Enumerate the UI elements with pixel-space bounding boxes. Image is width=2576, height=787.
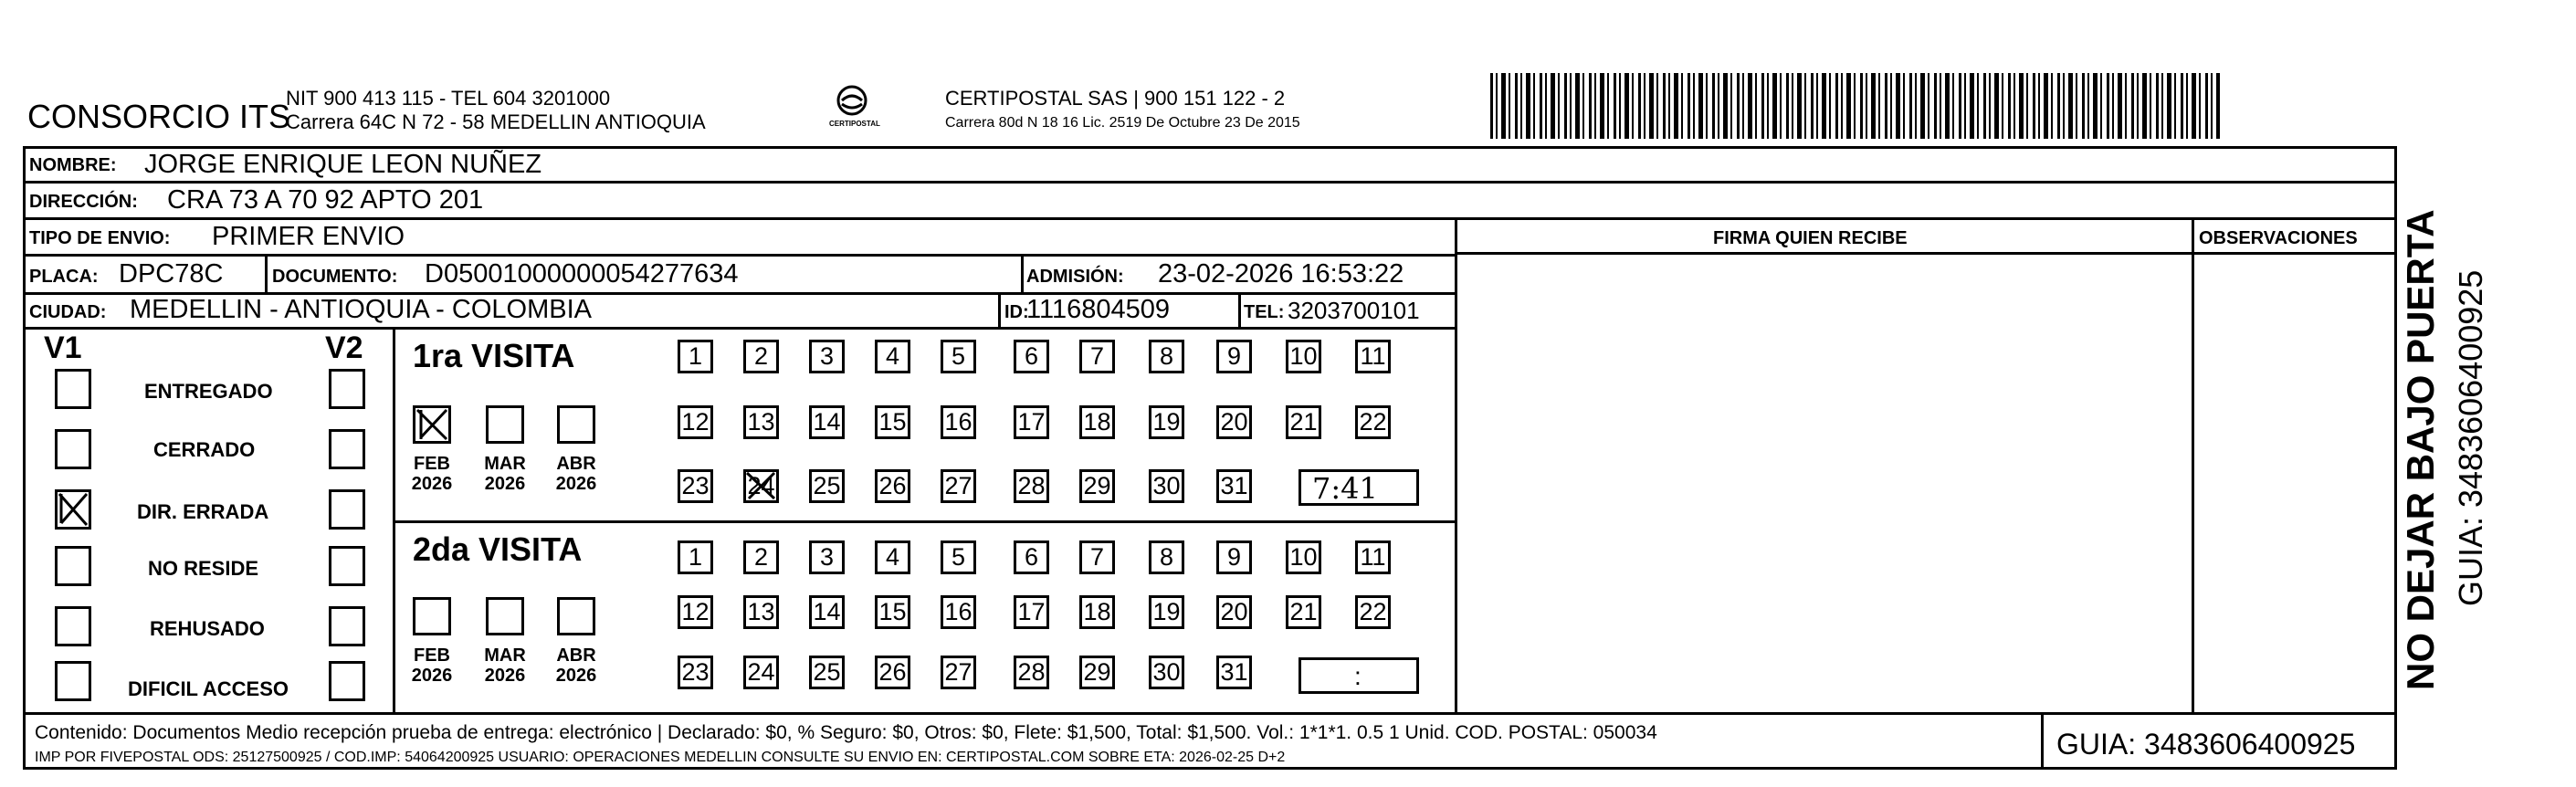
documento-label: DOCUMENTO: [272, 267, 398, 287]
first-visit-day-18[interactable]: 18 [1079, 405, 1115, 439]
checkmark-x-icon [58, 492, 89, 527]
second-visit-month-mar[interactable] [486, 597, 524, 635]
second-visit-day-4[interactable]: 4 [875, 540, 910, 574]
v1-label: V1 [44, 331, 82, 365]
first-visit-month-label-feb: FEB 2026 [411, 454, 453, 494]
first-visit-day-31[interactable]: 31 [1216, 469, 1252, 503]
second-visit-day-3[interactable]: 3 [809, 540, 845, 574]
first-visit-day-20[interactable]: 20 [1216, 405, 1252, 439]
first-visit-title: 1ra VISITA [413, 337, 575, 374]
second-visit-month-feb[interactable] [413, 597, 451, 635]
v2-checkbox-entregado[interactable] [329, 369, 365, 409]
second-visit-day-25[interactable]: 25 [809, 656, 845, 689]
second-visit-day-6[interactable]: 6 [1014, 540, 1049, 574]
second-visit-day-27[interactable]: 27 [941, 656, 976, 689]
second-visit-time-placeholder: : [1354, 662, 1362, 690]
tipo-envio-value: PRIMER ENVIO [212, 222, 405, 251]
second-visit-day-18[interactable]: 18 [1079, 595, 1115, 629]
option-dificil-acceso: DIFICIL ACCESO [128, 677, 289, 700]
first-visit-month-label-mar: MAR 2026 [484, 454, 526, 494]
first-visit-day-25[interactable]: 25 [809, 469, 845, 503]
first-visit-day-10[interactable]: 10 [1286, 340, 1321, 373]
option-cerrado: CERRADO [153, 438, 256, 461]
footer-guia: GUIA: 3483606400925 [2056, 728, 2356, 761]
v2-checkbox-cerrado[interactable] [329, 429, 365, 469]
logo-emblem-icon [829, 84, 875, 121]
second-visit-day-10[interactable]: 10 [1286, 540, 1321, 574]
second-visit-day-12[interactable]: 12 [678, 595, 713, 629]
first-visit-day-23[interactable]: 23 [678, 469, 713, 503]
second-visit-month-label-mar: MAR 2026 [484, 645, 526, 686]
first-visit-month-label-abr: ABR 2026 [555, 454, 597, 494]
nit-line: NIT 900 413 115 - TEL 604 3201000 [286, 87, 611, 110]
second-visit-day-1[interactable]: 1 [678, 540, 713, 574]
second-visit-month-label-feb: FEB 2026 [411, 645, 453, 686]
v2-checkbox-dificil-acceso[interactable] [329, 661, 365, 701]
certipostal-address: Carrera 80d N 18 16 Lic. 2519 De Octubre 23 De 2015 [945, 115, 1300, 131]
admision-value: 23-02-2026 16:53:22 [1158, 259, 1404, 289]
id-value: 1116804509 [1026, 295, 1170, 324]
second-visit-day-2[interactable]: 2 [743, 540, 779, 574]
second-visit-time-box[interactable] [1299, 657, 1419, 694]
first-visit-day-26[interactable]: 26 [875, 469, 910, 503]
admision-label: ADMISIÓN: [1026, 267, 1124, 287]
v1-checkbox-cerrado[interactable] [55, 429, 91, 469]
second-visit-day-19[interactable]: 19 [1149, 595, 1184, 629]
first-visit-day-12[interactable]: 12 [678, 405, 713, 439]
second-visit-day-28[interactable]: 28 [1014, 656, 1049, 689]
company-name: CONSORCIO ITS [27, 98, 291, 135]
ciudad-value: MEDELLIN - ANTIOQUIA - COLOMBIA [130, 295, 592, 324]
second-visit-day-5[interactable]: 5 [941, 540, 976, 574]
first-visit-month-abr[interactable] [557, 405, 595, 444]
barcode [1490, 73, 2220, 139]
first-visit-day-16[interactable]: 16 [941, 405, 976, 439]
placa-value: DPC78C [119, 259, 224, 289]
first-visit-day-3[interactable]: 3 [809, 340, 845, 373]
direccion-value: CRA 73 A 70 92 APTO 201 [167, 185, 484, 215]
option-no-reside: NO RESIDE [148, 557, 259, 580]
option-entregado: ENTREGADO [144, 380, 273, 403]
second-visit-day-13[interactable]: 13 [743, 595, 779, 629]
second-visit-month-label-abr: ABR 2026 [555, 645, 597, 686]
first-visit-day-9[interactable]: 9 [1216, 340, 1252, 373]
footer-imp-line: IMP POR FIVEPOSTAL ODS: 25127500925 / COD.IMP: 54064200925 USUARIO: OPERACIONES MEDELLIN CONSULTE SU ENVIO EN: CERTIPOSTAL.COM SOBRE ETA: 2026-02-25 D+2 [35, 750, 1286, 765]
second-visit-day-14[interactable]: 14 [809, 595, 845, 629]
first-visit-day-24[interactable]: 24 [743, 469, 779, 503]
first-visit-day-22[interactable]: 22 [1355, 405, 1391, 439]
ciudad-label: CIUDAD: [29, 302, 107, 322]
tel-label: TEL: [1244, 302, 1285, 322]
firma-label: FIRMA QUIEN RECIBE [1713, 228, 1908, 248]
first-visit-time-box[interactable] [1299, 469, 1419, 506]
v1-checkbox-no-reside[interactable] [55, 546, 91, 586]
first-visit-day-1[interactable]: 1 [678, 340, 713, 373]
first-visit-month-mar[interactable] [486, 405, 524, 444]
direccion-label: DIRECCIÓN: [29, 192, 138, 212]
second-visit-day-29[interactable]: 29 [1079, 656, 1115, 689]
first-visit-day-5[interactable]: 5 [941, 340, 976, 373]
certipostal-logo [829, 84, 880, 130]
v1-checkbox-dir-errada[interactable] [55, 489, 91, 530]
footer-contenido: Contenido: Documentos Medio recepción prueba de entrega: electrónico | Declarado: $0, % Seguro: $0, Otros: $0, Flete: $1,500, Total: $1,500. Vol.: 1*1*1. 0.5 1 Unid. COD. POSTAL: 050034 [35, 722, 1657, 743]
company-address: Carrera 64C N 72 - 58 MEDELLIN ANTIOQUIA [286, 110, 706, 133]
first-visit-day-6[interactable]: 6 [1014, 340, 1049, 373]
first-visit-day-15[interactable]: 15 [875, 405, 910, 439]
second-visit-day-11[interactable]: 11 [1355, 540, 1391, 574]
first-visit-day-17[interactable]: 17 [1014, 405, 1049, 439]
second-visit-title: 2da VISITA [413, 530, 583, 568]
first-visit-day-11[interactable]: 11 [1355, 340, 1391, 373]
second-visit-day-17[interactable]: 17 [1014, 595, 1049, 629]
logo-caption: CERTIPOSTAL [829, 120, 880, 128]
v1-checkbox-rehusado[interactable] [55, 606, 91, 646]
first-visit-month-feb[interactable] [413, 405, 451, 444]
second-visit-day-26[interactable]: 26 [875, 656, 910, 689]
placa-label: PLACA: [29, 267, 99, 287]
first-visit-day-28[interactable]: 28 [1014, 469, 1049, 503]
first-visit-day-13[interactable]: 13 [743, 405, 779, 439]
second-visit-day-9[interactable]: 9 [1216, 540, 1252, 574]
side-warning: NO DEJAR BAJO PUERTA [2399, 209, 2442, 690]
second-visit-day-24[interactable]: 24 [743, 656, 779, 689]
v1-checkbox-entregado[interactable] [55, 369, 91, 409]
day-mark-x-icon [743, 469, 779, 503]
v2-checkbox-dir-errada[interactable] [329, 489, 365, 530]
second-visit-day-23[interactable]: 23 [678, 656, 713, 689]
v2-label: V2 [325, 331, 363, 365]
second-visit-day-8[interactable]: 8 [1149, 540, 1184, 574]
checkmark-x-icon [415, 408, 448, 441]
v2-checkbox-rehusado[interactable] [329, 606, 365, 646]
second-visit-day-31[interactable]: 31 [1216, 656, 1252, 689]
second-visit-day-7[interactable]: 7 [1079, 540, 1115, 574]
side-guia: GUIA: 3483606400925 [2452, 269, 2489, 606]
certipostal-line: CERTIPOSTAL SAS | 900 151 122 - 2 [945, 87, 1286, 110]
tel-value: 3203700101 [1288, 297, 1420, 324]
first-visit-day-27[interactable]: 27 [941, 469, 976, 503]
second-visit-day-16[interactable]: 16 [941, 595, 976, 629]
first-visit-day-19[interactable]: 19 [1149, 405, 1184, 439]
documento-value: D05001000000054277634 [425, 259, 739, 289]
first-visit-day-8[interactable]: 8 [1149, 340, 1184, 373]
first-visit-day-14[interactable]: 14 [809, 405, 845, 439]
second-visit-day-15[interactable]: 15 [875, 595, 910, 629]
nombre-label: NOMBRE: [29, 155, 117, 175]
second-visit-day-20[interactable]: 20 [1216, 595, 1252, 629]
id-label: ID: [1004, 302, 1029, 322]
v1-checkbox-dificil-acceso[interactable] [55, 661, 91, 701]
first-visit-time-handwritten: 7:41 [1312, 471, 1378, 506]
option-dir-errada: DIR. ERRADA [137, 500, 269, 523]
first-visit-day-21[interactable]: 21 [1286, 405, 1321, 439]
first-visit-day-2[interactable]: 2 [743, 340, 779, 373]
nombre-value: JORGE ENRIQUE LEON NUÑEZ [144, 150, 542, 179]
first-visit-day-29[interactable]: 29 [1079, 469, 1115, 503]
second-visit-day-30[interactable]: 30 [1149, 656, 1184, 689]
second-visit-day-22[interactable]: 22 [1355, 595, 1391, 629]
option-rehusado: REHUSADO [150, 617, 265, 640]
first-visit-day-4[interactable]: 4 [875, 340, 910, 373]
second-visit-day-21[interactable]: 21 [1286, 595, 1321, 629]
second-visit-month-abr[interactable] [557, 597, 595, 635]
tipo-envio-label: TIPO DE ENVIO: [29, 228, 171, 248]
observaciones-label: OBSERVACIONES [2199, 228, 2358, 248]
first-visit-day-30[interactable]: 30 [1149, 469, 1184, 503]
v2-checkbox-no-reside[interactable] [329, 546, 365, 586]
first-visit-day-7[interactable]: 7 [1079, 340, 1115, 373]
